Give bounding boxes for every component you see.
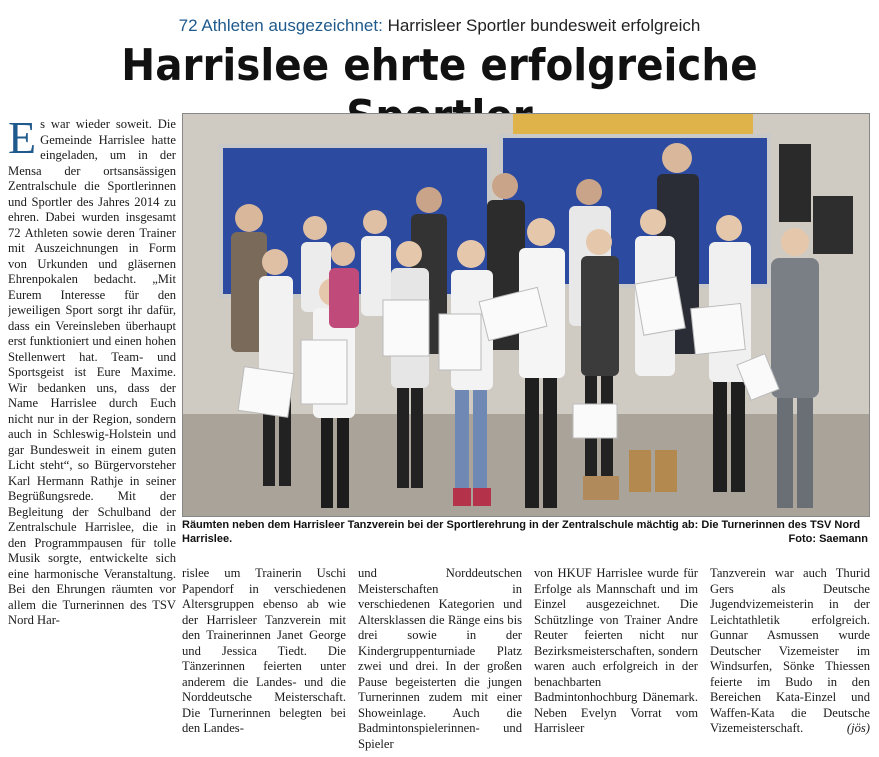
author-signature: (jös) [846, 721, 870, 735]
group-photo-illustration [183, 114, 869, 516]
photo-credit: Foto: Saemann [788, 533, 868, 545]
article-column-2: rislee um Trainerin Uschi Papendorf in verschiedenen Altersgruppen ebenso ab wie der Harrisleer Tanzverein mit den Trainerinnen Janet George und Jessica Tiedt. Die Tänzerinnen feierten unter anderem die Landes- und die Norddeutsche Meisterschaft. Die Turnerinnen belegten bei den Landes- [182, 566, 346, 735]
photo-caption [182, 518, 868, 546]
kicker-rest: Harrisleer Sportler bundesweit erfolgreich [387, 16, 701, 35]
headline: Harrislee ehrte erfolgreiche [121, 40, 758, 91]
kicker-line [0, 16, 879, 36]
article-column-4: von HKUF Harrislee wurde für Erfolge als Mannschaft und im Einzel ausgezeichnet. Die Schützlinge von Trainer Andre Reuter feierten nicht nur Bezirksmeisterschaften, sondern waren auch erfolgreich in der benachbarten Badmintonhochburg Dänemark. Neben Evelyn Vorrat vom Harrisleer [534, 566, 698, 735]
caption-text: Räumten neben dem Harrisleer Tanzverein bei der Sportlerehrung in der Zentralschule mächtig ab: Die Turnerinnen des TSV Nord Harrislee. [182, 519, 861, 545]
kicker-lead: 72 Athleten ausgezeichnet: [178, 16, 383, 35]
article-column-5 [710, 566, 870, 737]
article-column-3: und Norddeutschen Meisterschaften in verschiedenen Kategorien und Altersklassen die Ränge eins bis drei sowie in der Kindergruppenturniade Platz zwei und drei. In der großen Pause begeisterten die jungen Turnerinnen zudem mit einer Showeinlage. Auch die Badmintonspielerinnen- und Spieler [358, 566, 522, 751]
column-5-text: Tanzverein war auch Thurid Gers als Deutsche Jugendvizemeisterin in der Leichtathletik erfolgreich. Gunnar Asmussen wurde Deutscher Vizemeister im Windsurfen, Sönke Thiessen feierte im Budo in den Bereichen Kata-Einzel und Waffen-Kata die Deutsche Vizemeisterschaft. [710, 566, 870, 735]
drop-cap: E [8, 117, 37, 163]
column-1-text: s war wieder soweit. Die Gemeinde Harrislee hatte eingeladen, um in der Mensa der ortsansässigen Zentralschule die Sportlerinnen und Sportler des Jahres 2014 zu ehren. Dabei wurden insgesamt 72 Athleten sowie deren Trainer mit Auszeichnungen in Form von Urkunden und gläsernen Ehrenpokalen bedacht. „Mit Eurem Interesse für den jeweiligen Sport sorgt ihr dafür, dass ein Vereinsleben überhaupt erst funktioniert und einen hohen Stellenwert hat. Team- und Sportsgeist ist Eure Maxime. Wir bedanken uns, dass der Name Harrislee durch Euch nicht nur in der Region, sondern auch in Schleswig-Holstein und gar Bundesweit in einem guten Licht steht“, so Bürgervorsteher Karl Hermann Rathje in seiner Begrüßungsrede. Mit der Begleitung der Schulband der Zentralschule Harrislee, die in den Programmpausen für tolle Musik sorgte, entwickelte sich eine harmonische Veranstaltung. Bei den Ehrungen räumten vor allem die Turnerinnen des TSV Nord Har- [8, 117, 176, 627]
article-column-1 [8, 117, 176, 749]
group-photo [182, 113, 870, 517]
